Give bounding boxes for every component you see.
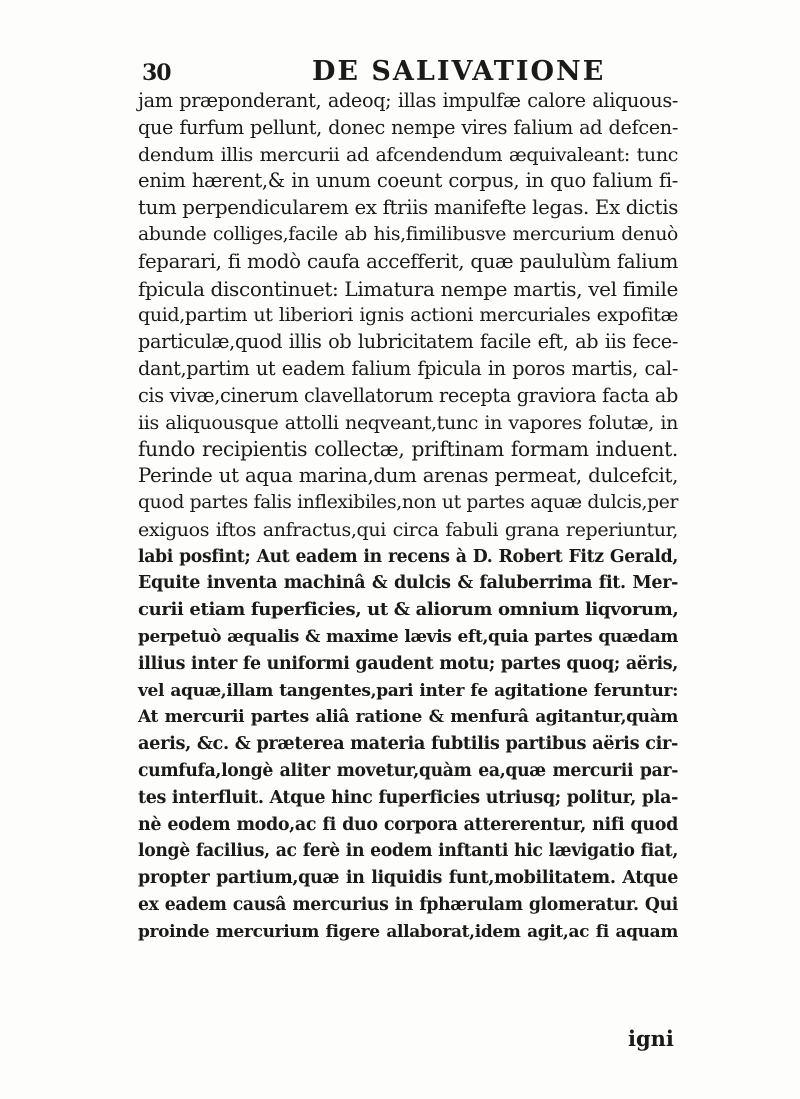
text-line: enim hærent,& in unum coeunt corpus, in quo falium fi-	[138, 169, 678, 193]
text-line: nè eodem modo,ac fi duo corpora attererentur, nifi quod	[138, 814, 678, 835]
text-line: tum perpendicularem ex ftriis manifefte legas. Ex dictis	[138, 196, 678, 220]
text-line: illius inter fe uniformi gaudent motu; partes quoq; aëris,	[138, 653, 678, 674]
text-line: perpetuò æqualis & maxime lævis eft,quia partes quædam	[138, 626, 678, 647]
text-line: iis aliquousque attolli neqveant,tunc in vapores folutæ, in	[138, 411, 678, 434]
text-line: exiguos iftos anfractus,qui circa fabuli grana reperiuntur,	[138, 518, 678, 541]
text-line: labi posfint; Aut eadem in recens à D. Robert Fitz Gerald,	[138, 546, 678, 567]
body-text	[138, 88, 678, 946]
text-line: feparari, fi modò caufa accefferit, quæ paululùm falium	[138, 249, 678, 273]
text-line: dendum illis mercurii ad afcendendum æquivaleant: tunc	[138, 143, 678, 166]
text-line: Perinde ut aqua marina,dum arenas permeat, dulcefcit,	[138, 464, 678, 488]
page-number: 30	[142, 60, 171, 86]
text-line: cis vivæ,cinerum clavellatorum recepta graviora facta ab	[138, 383, 678, 407]
text-line: vel aquæ,illam tangentes,pari inter fe agitatione feruntur:	[138, 680, 678, 701]
text-line: ex eadem causâ mercurius in fphærulam glomeratur. Qui	[138, 894, 678, 915]
text-line: jam præponderant, adeoq; illas impulfæ calore aliquous-	[138, 89, 678, 112]
catchword: igni	[628, 1026, 674, 1051]
text-line: Equite inventa machinâ & dulcis & faluberrima fit. Mer-	[138, 573, 678, 594]
text-line: propter partium,quæ in liquidis funt,mobilitatem. Atque	[138, 868, 678, 889]
text-line: fundo recipientis collectæ, priftinam formam induent.	[138, 437, 678, 462]
text-line: quid,partim ut liberiori ignis actioni mercuriales expofitæ	[138, 304, 678, 327]
text-line: At mercurii partes aliâ ratione & menfurâ agitantur,quàm	[138, 707, 678, 728]
text-line: fpicula discontinuet: Limatura nempe martis, vel fimile	[138, 276, 679, 301]
text-line: cumfufa,longè aliter movetur,quàm ea,quæ mercurii par-	[138, 760, 678, 781]
text-line: dant,partim ut eadem falium fpicula in poros martis, cal-	[138, 356, 678, 380]
text-line: aeris, &c. & præterea materia fubtilis partibus aëris cir-	[138, 733, 678, 755]
page-header	[142, 56, 662, 90]
text-line: tes interfluit. Atque hinc fuperficies utriusq; politur, pla-	[138, 787, 678, 808]
text-line: curii etiam fuperficies, ut & aliorum omnium liqvorum,	[138, 599, 679, 621]
running-head: DE SALIVATIONE	[312, 56, 606, 87]
text-line: abunde colliges,facile ab his,fimilibusve mercurium denuò	[138, 223, 678, 245]
text-line: que furfum pellunt, donec nempe vires falium ad defcen-	[138, 115, 678, 139]
text-line: particulæ,quod illis ob lubricitatem facile eft, ab iis fece-	[138, 330, 678, 354]
text-line: proinde mercurium figere allaborat,idem agit,ac fi aquam	[138, 921, 678, 942]
text-line: longè facilius, ac ferè in eodem inftanti hic lævigatio fiat,	[138, 841, 678, 862]
text-line: quod partes falis inflexibiles,non ut partes aquæ dulcis,per	[138, 491, 679, 513]
